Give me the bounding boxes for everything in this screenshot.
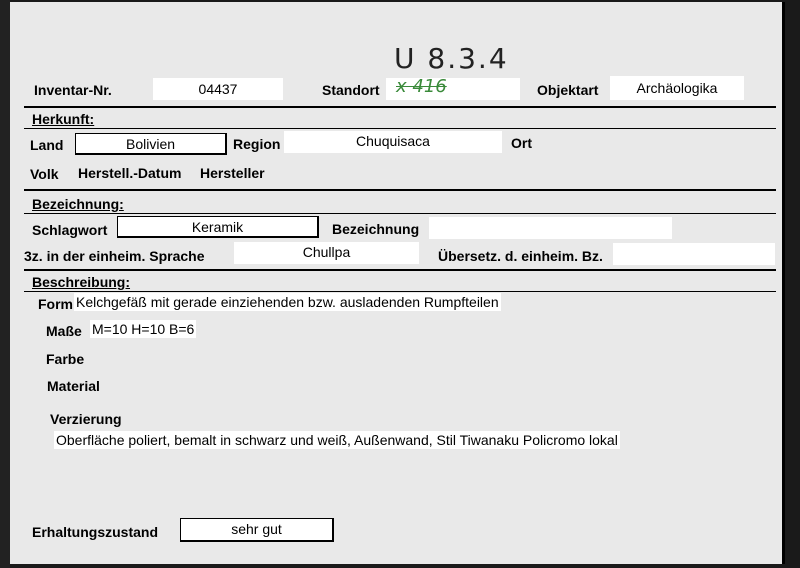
divider: [24, 213, 776, 214]
uebersetz-label: Übersetz. d. einheim. Bz.: [438, 248, 603, 264]
material-label: Material: [47, 378, 100, 394]
bezeichnung-label: Bezeichnung: [332, 221, 420, 237]
masse-value[interactable]: M=10 H=10 B=6: [92, 321, 195, 337]
land-label: Land: [30, 137, 64, 153]
standort-handwritten: U 8.3.4: [394, 42, 509, 75]
verzierung-label: Verzierung: [50, 411, 122, 427]
divider: [24, 128, 776, 129]
divider: [24, 269, 776, 271]
hersteller-label: Hersteller: [200, 165, 265, 181]
volk-label: Volk: [30, 166, 59, 182]
land-field[interactable]: Bolivien: [75, 133, 227, 155]
objektart-label: Objektart: [537, 82, 599, 98]
bezeichnung-field[interactable]: [429, 217, 672, 239]
inventar-field[interactable]: 04437: [153, 78, 283, 100]
schlagwort-label: Schlagwort: [32, 222, 108, 238]
einheim-sprache-label: 3z. in der einheim. Sprache: [24, 248, 205, 264]
form-value[interactable]: Kelchgefäß mit gerade einziehenden bzw. ausladenden Rumpfteilen: [76, 294, 499, 310]
beschreibung-heading: Beschreibung:: [32, 274, 131, 290]
region-field[interactable]: Chuquisaca: [284, 131, 502, 153]
erhaltung-field[interactable]: sehr gut: [180, 518, 334, 542]
schlagwort-field[interactable]: Keramik: [117, 216, 319, 238]
standort-struck-value: x 416: [396, 78, 447, 97]
inventory-card: [10, 2, 785, 564]
scan-edge-left: [0, 0, 10, 568]
farbe-label: Farbe: [46, 351, 85, 367]
divider: [24, 189, 776, 191]
inventar-label: Inventar-Nr.: [34, 82, 112, 98]
uebersetz-field[interactable]: [613, 243, 775, 265]
ort-label: Ort: [511, 135, 532, 151]
datum-label: Herstell.-Datum: [78, 165, 182, 181]
standort-label: Standort: [322, 82, 380, 98]
herkunft-heading: Herkunft:: [32, 111, 95, 127]
standort-field[interactable]: [386, 78, 520, 100]
form-label: Form: [38, 296, 73, 312]
divider: [24, 291, 776, 292]
verzierung-value[interactable]: Oberfläche poliert, bemalt in schwarz und weiß, Außenwand, Stil Tiwanaku Policromo lokal: [56, 432, 618, 448]
erhaltung-label: Erhaltungszustand: [32, 524, 159, 540]
divider: [24, 106, 776, 108]
objektart-field[interactable]: Archäologika: [610, 76, 744, 100]
region-label: Region: [233, 136, 281, 152]
einheim-sprache-field[interactable]: Chullpa: [234, 242, 419, 264]
masse-label: Maße: [46, 323, 82, 339]
bezeichnung-heading: Bezeichnung:: [32, 196, 124, 212]
